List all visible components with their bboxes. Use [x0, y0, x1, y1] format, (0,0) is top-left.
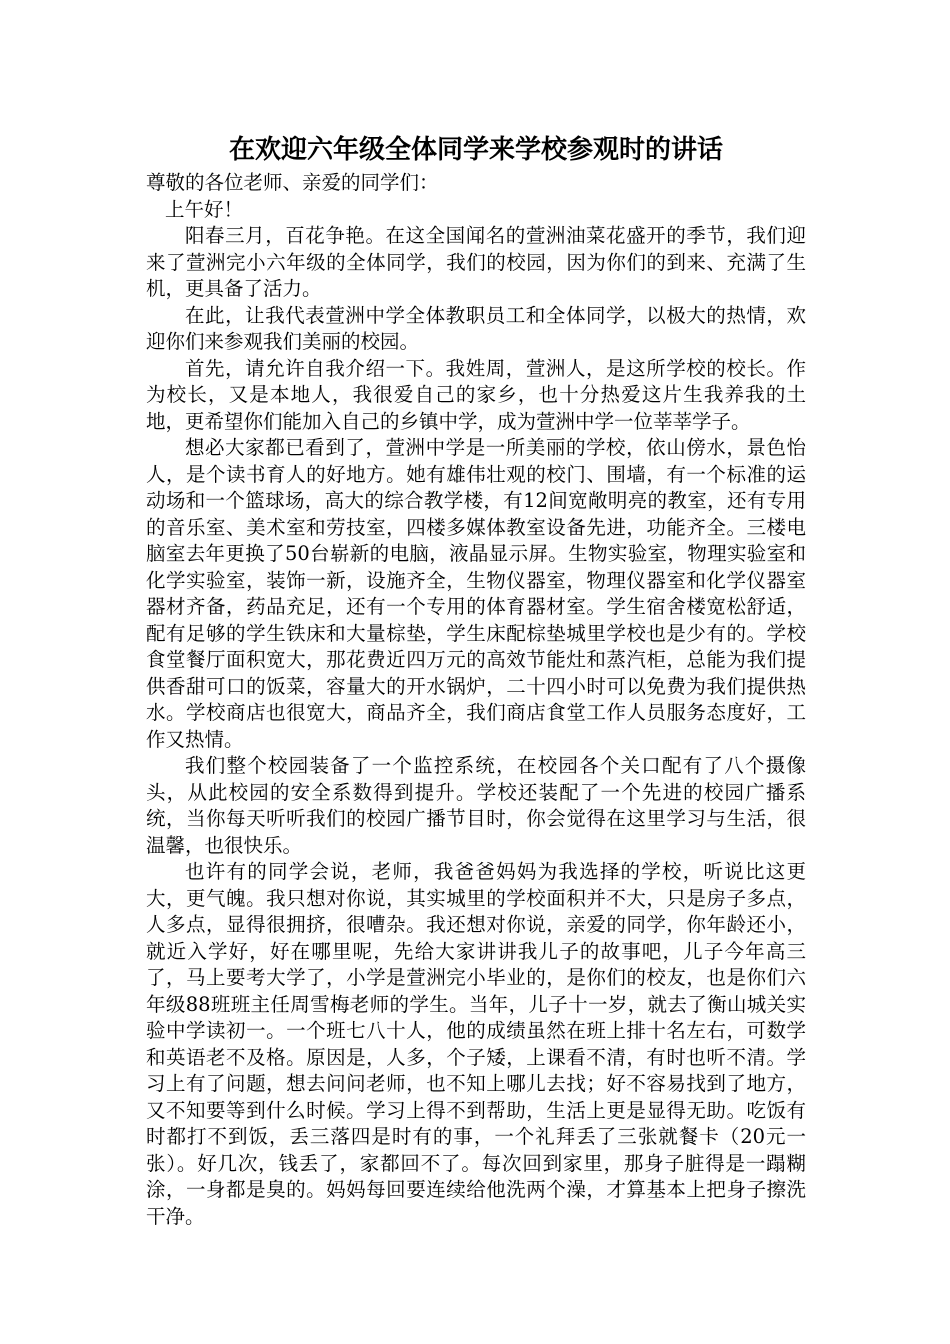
paragraph-campus-safety: 我们整个校园装备了一个监控系统，在校园各个关口配有了八个摄像头，从此校园的安全系数得到提升。学校还装配了一个先进的校园广播系统，当你每天听听我们的校园广播节目时，你会觉得在这里学习与生活，很温馨，也很快乐。 — [146, 754, 806, 857]
paragraph-welcome: 在此，让我代表萱洲中学全体教职员工和全体同学，以极大的热情，欢迎你们来参观我们美丽的校园。 — [146, 303, 806, 353]
paragraph-son-story: 也许有的同学会说，老师，我爸爸妈妈为我选择的学校，听说比这更大，更气魄。我只想对你说，其实城里的学校面积并不大，只是房子多点，人多点，显得很拥挤，很嘈杂。我还想对你说，亲爱的同学，你年龄还小，就近入学好，好在哪里呢，先给大家讲讲我儿子的故事吧，儿子今年高三了，马上要考大学了，小学是萱洲完小毕业的，是你们的校友，也是你们六年级88班班主任周雪梅老师的学生。当年，儿子十一岁，就去了衡山城关实验中学读初一。一个班七八十人，他的成绩虽然在班上排十名左右，可数学和英语老不及格。原因是，人多，个子矮，上课看不清，有时也听不清。学习上有了问题，想去问问老师，也不知上哪儿去找；好不容易找到了地方，又不知要等到什么时候。学习上得不到帮助，生活上更是显得无助。吃饭有时都打不到饭，丢三落四是时有的事，一个礼拜丢了三张就餐卡（20元一张）。好几次，钱丢了，家都回不了。每次回到家里，那身子脏得是一蹋糊涂，一身都是臭的。妈妈每回要连续给他洗两个澡，才算基本上把身子擦洗干净。 — [146, 860, 806, 1228]
salutation: 尊敬的各位老师、亲爱的同学们： — [146, 171, 439, 194]
greeting: 上午好！ — [165, 197, 244, 221]
paragraph-intro: 阳春三月，百花争艳。在这全国闻名的萱洲油菜花盛开的季节，我们迎来了萱洲完小六年级的全体同学，我们的校园，因为你们的到来、充满了生机，更具备了活力。 — [146, 224, 806, 300]
document-page — [146, 130, 806, 1230]
paragraph-campus-facilities: 想必大家都已看到了，萱洲中学是一所美丽的学校，依山傍水，景色怡人，是个读书育人的好地方。她有雄伟壮观的校门、围墙，有一个标准的运动场和一个篮球场，高大的综合教学楼，有12间宽敞明亮的教室，还有专用的音乐室、美术室和劳技室，四楼多媒体教室设备先进，功能齐全。三楼电脑室去年更换了50台崭新的电脑，液晶显示屏。生物实验室，物理实验室和化学实验室，装饰一新，设施齐全，生物仪器室，物理仪器室和化学仪器室器材齐备，药品充足，还有一个专用的体育器材室。学生宿舍楼宽松舒适，配有足够的学生铁床和大量棕垫，学生床配棕垫城里学校也是少有的。学校食堂餐厅面积宽大，那花费近四万元的高效节能灶和蒸汽柜，总能为我们提供香甜可口的饭菜，容量大的开水锅炉，二十四小时可以免费为我们提供热水。学校商店也很宽大，商品齐全，我们商店食堂工作人员服务态度好，工作又热情。 — [146, 436, 806, 751]
document-title: 在欢迎六年级全体同学来学校参观时的讲话 — [228, 135, 723, 165]
paragraph-self-introduction: 首先，请允许自我介绍一下。我姓周，萱洲人，是这所学校的校长。作为校长，又是本地人，我很爱自己的家乡，也十分热爱这片生我养我的土地，更希望你们能加入自己的乡镇中学，成为萱洲中学一位莘莘学子。 — [146, 356, 806, 433]
